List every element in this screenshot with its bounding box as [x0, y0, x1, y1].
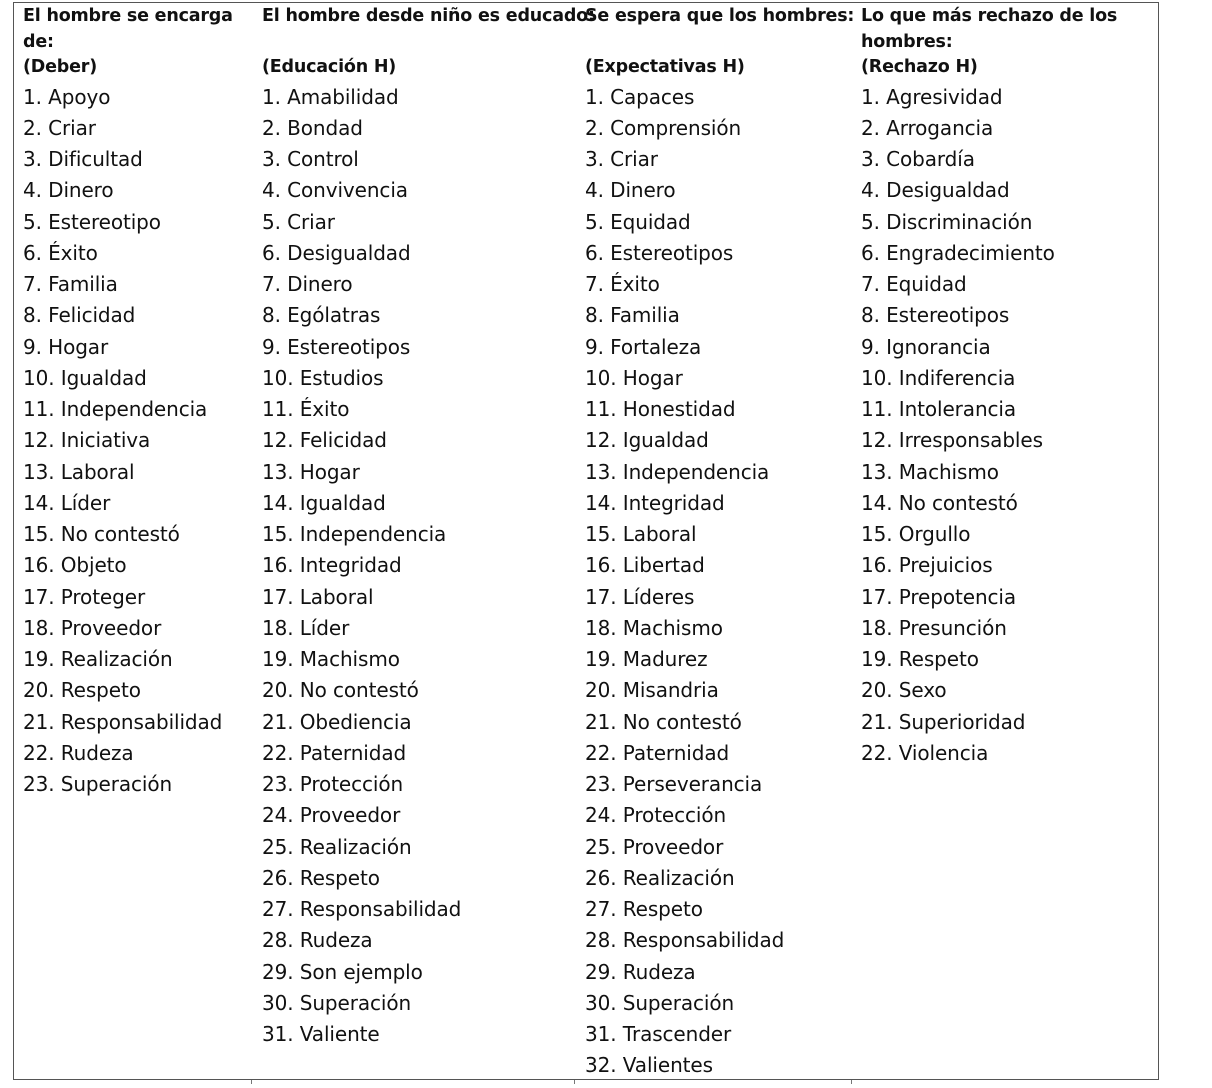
- list-item: 5. Estereotipo: [23, 209, 161, 234]
- column-educacion: [262, 4, 595, 1050]
- list-item: 25. Realización: [262, 834, 412, 859]
- column-header: (Rechazo H): [861, 57, 978, 77]
- column-header: (Deber): [23, 57, 98, 77]
- list-item: 26. Respeto: [262, 865, 380, 890]
- list-item: 21. No contestó: [585, 709, 742, 734]
- column-header: (Expectativas H): [585, 57, 745, 77]
- list-item: 15. Laboral: [585, 522, 697, 546]
- list-item: 26. Realización: [585, 865, 735, 890]
- list-item: 32. Valientes: [585, 1053, 713, 1078]
- list-item: 17. Laboral: [262, 584, 374, 609]
- list-item: 3. Criar: [585, 147, 658, 171]
- item-list: [861, 82, 1151, 770]
- list-item: 30. Superación: [262, 990, 412, 1015]
- list-item: 12. Igualdad: [585, 428, 709, 453]
- list-item: 20. No contestó: [262, 678, 419, 703]
- list-item: 28. Rudeza: [262, 928, 373, 953]
- list-item: 7. Dinero: [262, 272, 353, 296]
- list-item: 20. Sexo: [861, 678, 947, 703]
- list-item: 23. Superación: [23, 772, 173, 796]
- list-item: 6. Desigualdad: [262, 240, 411, 265]
- column-deber: [23, 4, 251, 800]
- list-item: 14. Integridad: [585, 490, 725, 515]
- list-item: 10. Indiferencia: [861, 365, 1016, 390]
- list-item: 9. Ignorancia: [861, 334, 991, 359]
- list-item: 13. Hogar: [262, 459, 360, 484]
- list-item: 11. Independencia: [23, 397, 208, 421]
- list-item: 11. Honestidad: [585, 397, 736, 421]
- list-item: 29. Rudeza: [585, 959, 696, 984]
- list-item: 5. Equidad: [585, 209, 691, 234]
- list-item: 29. Son ejemplo: [262, 959, 423, 984]
- list-item: 4. Desigualdad: [861, 178, 1010, 203]
- column-header: de:: [23, 31, 54, 52]
- list-item: 15. Independencia: [262, 522, 447, 546]
- list-item: 2. Comprensión: [585, 115, 742, 140]
- list-item: 11. Intolerancia: [861, 397, 1017, 421]
- list-item: 1. Apoyo: [23, 84, 111, 109]
- list-item: 24. Proveedor: [262, 803, 401, 828]
- list-item: 23. Protección: [262, 772, 404, 796]
- list-item: 1. Agresividad: [861, 84, 1003, 109]
- list-item: 22. Rudeza: [23, 740, 134, 765]
- list-item: 16. Objeto: [23, 553, 127, 578]
- list-item: 3. Dificultad: [23, 147, 143, 171]
- list-item: 9. Estereotipos: [262, 334, 411, 359]
- list-item: 28. Responsabilidad: [585, 928, 785, 953]
- list-item: 19. Realización: [23, 647, 173, 671]
- item-list: [585, 82, 853, 1082]
- list-item: 13. Laboral: [23, 459, 135, 484]
- list-item: 8. Felicidad: [23, 303, 136, 328]
- list-item: 22. Paternidad: [585, 740, 730, 765]
- list-item: 27. Respeto: [585, 897, 703, 921]
- list-item: 18. Líder: [262, 615, 350, 640]
- column-divider-tick: [851, 1080, 852, 1084]
- list-item: 6. Éxito: [23, 240, 98, 265]
- list-item: 3. Cobardía: [861, 147, 975, 171]
- list-item: 16. Libertad: [585, 553, 705, 578]
- column-header: El hombre desde niño es educado:: [262, 6, 595, 26]
- list-item: 12. Felicidad: [262, 428, 387, 453]
- list-item: 4. Convivencia: [262, 178, 408, 203]
- list-item: 19. Machismo: [262, 647, 400, 671]
- column-expectativas: [585, 4, 853, 1082]
- list-item: 17. Líderes: [585, 584, 695, 609]
- column-header: [262, 30, 580, 56]
- list-item: 20. Misandria: [585, 678, 719, 703]
- list-item: 18. Machismo: [585, 615, 723, 640]
- list-item: 15. Orgullo: [861, 522, 971, 546]
- list-item: 2. Criar: [23, 115, 96, 140]
- list-item: 17. Prepotencia: [861, 584, 1017, 609]
- column-header: [585, 30, 853, 56]
- item-list: [262, 82, 580, 1051]
- list-item: 4. Dinero: [23, 178, 114, 203]
- list-item: 7. Éxito: [585, 272, 660, 296]
- list-item: 24. Protección: [585, 803, 727, 828]
- list-item: 10. Estudios: [262, 365, 384, 390]
- list-item: 13. Independencia: [585, 459, 770, 484]
- list-item: 16. Integridad: [262, 553, 402, 578]
- list-item: 8. Familia: [585, 303, 680, 328]
- list-item: 8. Ególatras: [262, 303, 381, 328]
- list-item: 10. Hogar: [585, 365, 683, 390]
- list-item: 9. Fortaleza: [585, 334, 702, 359]
- list-item: 21. Obediencia: [262, 709, 412, 734]
- list-item: 2. Bondad: [262, 115, 363, 140]
- list-item: 14. Líder: [23, 490, 111, 515]
- column-header: Lo que más rechazo de los: [861, 6, 1118, 26]
- column-divider-tick: [251, 1080, 252, 1084]
- list-item: 21. Superioridad: [861, 709, 1026, 734]
- column-header: hombres:: [861, 31, 953, 52]
- list-item: 9. Hogar: [23, 334, 109, 359]
- list-item: 14. Igualdad: [262, 490, 386, 515]
- column-header: Se espera que los hombres:: [585, 6, 855, 26]
- list-item: 6. Engradecimiento: [861, 240, 1055, 265]
- column-rechazo: [861, 4, 1151, 769]
- list-item: 17. Proteger: [23, 584, 146, 609]
- list-item: 22. Violencia: [861, 740, 989, 765]
- list-item: 25. Proveedor: [585, 834, 724, 859]
- list-item: 11. Éxito: [262, 397, 350, 421]
- list-item: 19. Respeto: [861, 647, 979, 671]
- list-item: 16. Prejuicios: [861, 553, 993, 578]
- list-item: 1. Capaces: [585, 84, 695, 109]
- list-item: 13. Machismo: [861, 459, 999, 484]
- list-item: 20. Respeto: [23, 678, 141, 703]
- list-item: 12. Irresponsables: [861, 428, 1043, 453]
- list-item: 19. Madurez: [585, 647, 708, 671]
- list-item: 8. Estereotipos: [861, 303, 1010, 328]
- list-item: 2. Arrogancia: [861, 115, 994, 140]
- list-item: 15. No contestó: [23, 522, 180, 546]
- list-item: 10. Igualdad: [23, 365, 147, 390]
- list-item: 3. Control: [262, 147, 359, 171]
- list-item: 5. Discriminación: [861, 209, 1033, 234]
- list-item: 31. Valiente: [262, 1022, 380, 1046]
- column-header: El hombre se encarga: [23, 6, 233, 26]
- list-item: 22. Paternidad: [262, 740, 407, 765]
- list-item: 30. Superación: [585, 990, 735, 1015]
- list-item: 4. Dinero: [585, 178, 676, 203]
- list-item: 6. Estereotipos: [585, 240, 734, 265]
- list-item: 7. Equidad: [861, 272, 967, 296]
- list-item: 21. Responsabilidad: [23, 709, 223, 734]
- list-item: 18. Presunción: [861, 615, 1007, 640]
- list-item: 27. Responsabilidad: [262, 897, 462, 921]
- list-item: 31. Trascender: [585, 1022, 732, 1046]
- list-item: 5. Criar: [262, 209, 335, 234]
- list-item: 12. Iniciativa: [23, 428, 151, 453]
- item-list: [23, 82, 251, 801]
- list-item: 14. No contestó: [861, 490, 1018, 515]
- list-item: 1. Amabilidad: [262, 84, 399, 109]
- column-divider-tick: [574, 1080, 575, 1084]
- column-header: (Educación H): [262, 57, 397, 77]
- list-item: 7. Familia: [23, 272, 118, 296]
- list-item: 23. Perseverancia: [585, 772, 763, 796]
- list-item: 18. Proveedor: [23, 615, 162, 640]
